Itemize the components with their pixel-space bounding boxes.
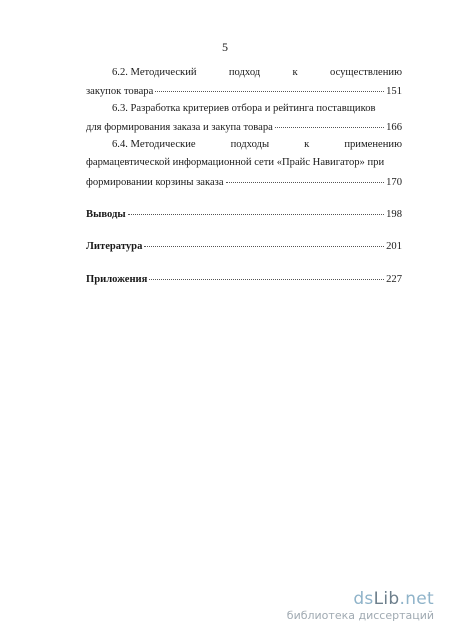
toc-page-number: 151 <box>386 86 402 97</box>
toc-entry-text: формировании корзины заказа <box>86 177 224 188</box>
toc-word: к <box>304 139 310 150</box>
dot-leader <box>128 205 385 215</box>
logo-part: Lib <box>373 589 400 609</box>
toc-word: 6.4. Методические <box>112 139 196 150</box>
toc-word: осуществлению <box>330 67 402 78</box>
toc-entry-6-4-line-1 <box>112 138 402 151</box>
toc-entry-text: закупок товара <box>86 86 154 97</box>
toc-page-number: 198 <box>386 209 402 220</box>
logo-part: .net <box>399 589 434 609</box>
toc-entry-text: Приложения <box>86 274 148 285</box>
toc-entry-literature[interactable] <box>86 239 402 253</box>
dot-leader <box>155 82 384 92</box>
toc-page-number: 201 <box>386 241 402 252</box>
toc-entry-text: для формирования заказа и закупа товара <box>86 122 273 133</box>
dot-leader <box>149 270 384 280</box>
toc-entry-conclusions[interactable] <box>86 207 402 221</box>
watermark-subtitle: библиотека диссертаций <box>286 609 434 622</box>
logo-part: ds <box>353 589 374 609</box>
dot-leader <box>226 173 385 183</box>
toc-word: к <box>292 67 298 78</box>
watermark-logo <box>287 591 434 608</box>
toc-entry-6-3-line-1: 6.3. Разработка критериев отбора и рейтинга поставщиков <box>112 103 376 114</box>
toc-entry-appendices[interactable] <box>86 272 402 286</box>
toc-page-number: 166 <box>386 122 402 133</box>
toc-entry-6-4-line-3[interactable] <box>86 175 402 189</box>
page-number: 5 <box>222 40 228 54</box>
toc-entry-6-2-line-2[interactable] <box>86 84 402 98</box>
toc-word: подход <box>228 67 261 78</box>
dot-leader <box>144 237 384 247</box>
dot-leader <box>275 118 384 128</box>
toc-entry-text: Выводы <box>86 209 126 220</box>
toc-entry-text: Литература <box>86 241 143 252</box>
toc-entry-6-2-line-1 <box>112 66 402 79</box>
toc-word: применению <box>344 139 402 150</box>
watermark <box>287 591 434 621</box>
toc-word: 6.2. Методический <box>112 67 197 78</box>
toc-word: подходы <box>230 139 270 150</box>
toc-page-number: 170 <box>386 177 402 188</box>
toc-page-number: 227 <box>386 274 402 285</box>
toc-entry-6-3-line-2[interactable] <box>86 120 402 134</box>
toc-entry-6-4-line-2: фармацевтической информационной сети «Прайс Навигатор» при <box>86 157 385 168</box>
